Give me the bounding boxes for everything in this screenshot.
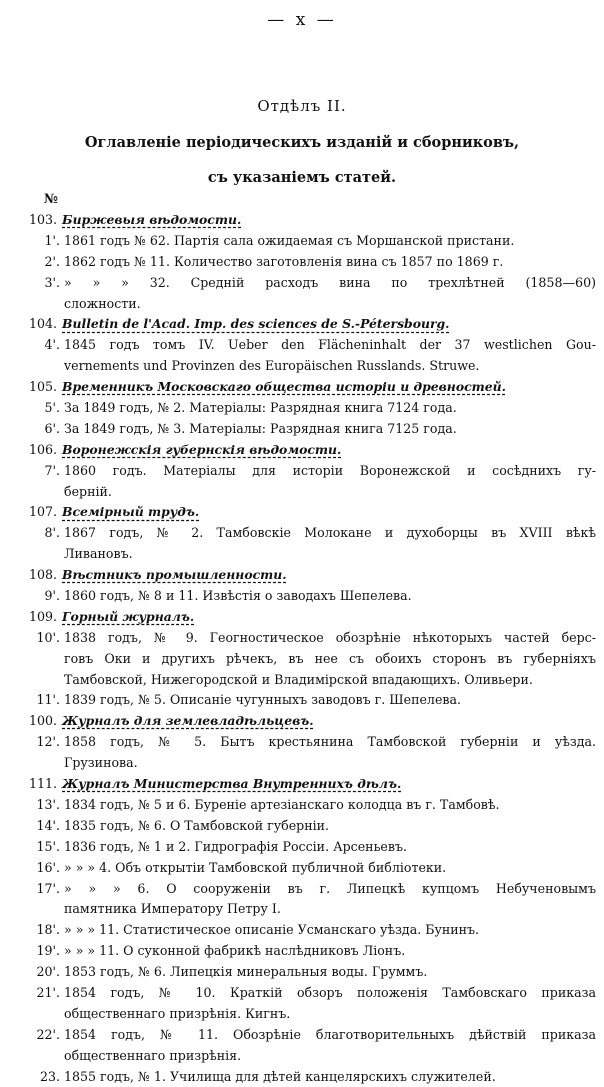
entry-text: 1862 годъ № 11. Количество заготовленія вина съ 1857 по 1869 г. — [64, 253, 504, 269]
subtitle-line-2: съ указаніемъ статей. — [207, 169, 397, 186]
entry-text: 1855 годъ, № 1. Училища для дѣтей канцелярскихъ служителей. — [64, 1068, 496, 1084]
entry-number: 111. — [28, 776, 57, 792]
entry-number: 20'. — [36, 964, 60, 980]
entry-text: » » » 32. Средній расходъ вина по трехлѣтней (1858—60) — [64, 274, 596, 290]
list-item — [0, 795, 604, 816]
entry-text: Горный журналъ. — [62, 608, 195, 624]
entry-text: 1867 годъ, № 2. Тамбовскіе Молокане и духоборцы въ XVIII вѣкѣ — [64, 525, 596, 541]
entry-text: Bulletin de l'Acad. Imp. des sciences de S.-Pétersbourg. — [62, 316, 450, 332]
entry-text: Грузинова. — [64, 755, 138, 771]
entry-number: 103. — [28, 212, 57, 227]
list-item — [0, 879, 604, 900]
list-item — [0, 586, 604, 607]
entry-number: 107. — [28, 504, 57, 520]
entry-text: Ливановъ. — [64, 546, 133, 562]
entry-text: 1845 годъ томъ IV. Ueber den Flächeninhalt der 37 westlichen Gou- — [64, 337, 596, 353]
entry-text: За 1849 годъ, № 3. Матеріалы: Разрядная книга 7125 года. — [64, 420, 457, 436]
entry-text: общественнаго призрѣнія. — [64, 1047, 242, 1063]
list-item — [0, 837, 604, 858]
list-item-continuation — [0, 1004, 604, 1025]
entry-number: 10'. — [36, 629, 60, 645]
list-item — [0, 983, 604, 1004]
entry-text: » » » 4. Объ открытіи Тамбовской публичной библіотеки. — [64, 859, 447, 875]
subtitle-line-1: Оглавленіе періодическихъ изданій и сборниковъ, — [84, 134, 520, 151]
section-heading — [0, 711, 604, 732]
entry-text: 1854 годъ, № 11. Обозрѣніе благотворительныхъ дѣйствій приказа — [64, 1026, 596, 1042]
list-item — [0, 858, 604, 879]
list-item-continuation — [0, 1046, 604, 1067]
section-heading — [0, 607, 604, 628]
section-heading — [0, 377, 604, 398]
list-item — [0, 690, 604, 711]
entry-text: 1858 годъ, № 5. Бытъ крестьянина Тамбовской губерніи и уѣзда. — [64, 734, 596, 750]
page-number: — x — — [267, 10, 337, 30]
entry-text: 1838 годъ, № 9. Геогностическое обозрѣніе нѣкоторыхъ частей берс- — [64, 629, 596, 645]
entry-text: Тамбовской, Нижегородской и Владимірской впадающихъ. Оливьери. — [64, 671, 533, 687]
list-item — [0, 523, 604, 544]
entry-number: 100. — [28, 713, 57, 729]
list-item — [0, 419, 604, 440]
list-item-continuation — [0, 670, 604, 691]
list-item — [0, 941, 604, 962]
entry-text: Всемірный трудъ. — [62, 504, 200, 520]
entry-number: 14'. — [36, 817, 60, 833]
entry-number: 104. — [28, 316, 57, 332]
section-heading — [0, 440, 604, 461]
section-heading — [0, 502, 604, 523]
entry-number: 9'. — [44, 588, 60, 604]
entry-number: 19'. — [36, 943, 60, 959]
entry-number: 16'. — [36, 859, 60, 875]
entry-number: 105. — [28, 379, 57, 395]
entry-number: 17'. — [36, 880, 60, 896]
entry-number: 2'. — [44, 253, 60, 269]
list-item — [0, 398, 604, 419]
entry-text: Воронежскія губернскія вѣдомости. — [62, 441, 342, 457]
list-item-continuation — [0, 753, 604, 774]
entry-text: » » » 11. Статистическое описаніе Усманскаго уѣзда. Бунинъ. — [64, 922, 480, 938]
entry-number: 4'. — [44, 337, 60, 353]
section-title: Отдѣлъ II. — [257, 97, 347, 115]
entry-text: 1836 годъ, № 1 и 2. Гидрографія Россіи. Арсеньевъ. — [64, 838, 407, 854]
list-item — [0, 732, 604, 753]
entry-number: 3'. — [44, 274, 60, 290]
entry-text: Журналъ Министерства Внутреннихъ дѣлъ. — [62, 776, 402, 792]
entry-number: 21'. — [36, 984, 60, 1000]
list-item-continuation — [0, 899, 604, 920]
entry-number: 15'. — [36, 838, 60, 854]
list-item-continuation — [0, 544, 604, 565]
entry-number: 13'. — [36, 796, 60, 812]
entry-text: говъ Оки и другихъ рѣчекъ, въ нее съ обоихъ сторонъ въ губерніяхъ — [64, 650, 596, 666]
entry-text: Вѣстникъ промышленности. — [62, 567, 287, 583]
list-item-continuation — [0, 482, 604, 503]
list-item — [0, 920, 604, 941]
section-heading — [0, 774, 604, 795]
list-item — [0, 335, 604, 356]
entry-number: 23. — [39, 1068, 60, 1084]
entry-text: 1835 годъ, № 6. О Тамбовской губерніи. — [64, 817, 330, 833]
list-item-continuation — [0, 649, 604, 670]
entry-number: 18'. — [36, 922, 60, 938]
entry-number: 106. — [28, 441, 57, 457]
entry-number: 108. — [28, 567, 57, 583]
list-item — [0, 231, 604, 252]
entry-text: Биржевыя вѣдомости. — [62, 212, 242, 227]
list-item — [0, 252, 604, 273]
list-item-continuation — [0, 294, 604, 315]
entry-number: 1'. — [44, 232, 60, 248]
list-item — [0, 628, 604, 649]
entry-number: 11'. — [36, 692, 60, 708]
table-of-contents — [0, 210, 604, 1087]
list-item — [0, 273, 604, 294]
number-sign: № — [44, 192, 59, 207]
entry-text: 1860 годъ. Матеріалы для исторіи Воронежской и сосѣднихъ гу- — [64, 462, 596, 478]
entry-text: 1834 годъ, № 5 и 6. Буреніе артезіанскаго колодца въ г. Тамбовѣ. — [64, 796, 500, 812]
entry-number: 109. — [28, 608, 57, 624]
entry-number: 12'. — [36, 734, 60, 750]
entry-text: » » » 11. О суконной фабрикѣ наслѣдниковъ Ліонъ. — [64, 943, 406, 959]
entry-number: 5'. — [44, 400, 60, 416]
list-item — [0, 461, 604, 482]
entry-number: 8'. — [44, 525, 60, 541]
section-heading — [0, 210, 604, 231]
entry-text: сложности. — [64, 295, 141, 311]
entry-text: 1853 годъ, № 6. Липецкія минеральныя воды. Груммъ. — [64, 964, 428, 980]
list-item — [0, 962, 604, 983]
entry-text: » » » 6. О сооруженіи въ г. Липецкѣ купцомъ Небученовымъ — [64, 880, 596, 896]
entry-text: 1860 годъ, № 8 и 11. Извѣстія о заводахъ Шепелева. — [64, 588, 412, 604]
entry-text: берній. — [64, 483, 112, 499]
entry-text: памятника Императору Петру I. — [64, 901, 281, 917]
entry-number: 7'. — [44, 462, 60, 478]
entry-number: 6'. — [44, 420, 60, 436]
entry-number: 22'. — [36, 1026, 60, 1042]
list-item — [0, 816, 604, 837]
entry-text: 1839 годъ, № 5. Описаніе чугунныхъ заводовъ г. Шепелева. — [64, 692, 461, 708]
entry-text: vernements und Provinzen des Europäischen Russlands. Struwe. — [64, 358, 480, 374]
entry-text: За 1849 годъ, № 2. Матеріалы: Разрядная книга 7124 года. — [64, 400, 457, 416]
entry-text: 1861 годъ № 62. Партія сала ожидаемая съ Моршанской пристани. — [64, 232, 515, 248]
entry-text: общественнаго призрѣнія. Кигнъ. — [64, 1005, 291, 1021]
entry-text: Временникъ Московскаго общества исторіи и древностей. — [62, 379, 506, 395]
list-item-continuation — [0, 356, 604, 377]
list-item — [0, 1067, 604, 1087]
section-heading — [0, 565, 604, 586]
entry-text: 1854 годъ, № 10. Краткій обзоръ положенія Тамбовскаго приказа — [64, 984, 596, 1000]
section-heading — [0, 314, 604, 335]
entry-text: Журналъ для землевладѣльцевъ. — [62, 713, 314, 729]
